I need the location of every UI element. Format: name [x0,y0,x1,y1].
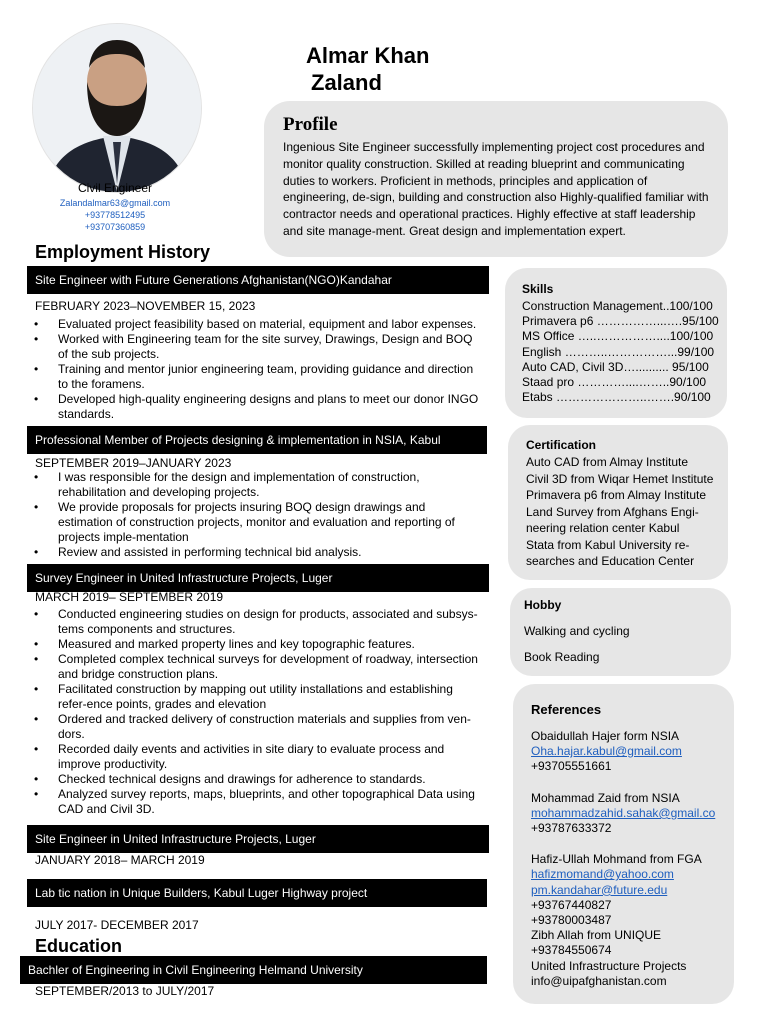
job-5-title-bar [27,879,487,907]
list-item: Book Reading [524,650,600,664]
reference-3-phone-1: +93767440827 [531,897,612,912]
list-item: Land Survey from Afghans Engi- [526,504,699,519]
job-3-title: Survey Engineer in United Infrastructure Projects, Luger [35,571,333,585]
reference-2-email-link[interactable]: mohammadzahid.sahak@gmail.co [531,805,716,820]
phone-1-text: +93778512495 [84,210,146,220]
job-3-bullets [30,607,480,817]
certification-heading: Certification [526,438,597,452]
phone-2-text: +93707360859 [84,222,146,232]
hobby-section [510,588,731,676]
list-item: • Evaluated project feasibility based on material, equipment and labor expenses. [30,317,480,332]
reference-2-phone: +93787633372 [531,821,612,836]
reference-5-name: United Infrastructure Projects [531,958,687,973]
hobby-heading: Hobby [524,598,562,612]
list-item: • Developed high-quality engineering designs and plans to meet our donor INGO standards. [30,392,480,422]
job-4-title: Site Engineer in United Infrastructure Projects, Luger [35,832,316,846]
certification-section [508,425,728,580]
list-item: searches and Education Center [526,554,695,568]
job-title: Civil Engineer [77,181,153,195]
list-item: MS Office …..……………....100/100 [522,329,714,344]
name-line-2: Zaland [311,70,382,95]
reference-3-email-1-link[interactable]: hafizmomand@yahoo.com [531,867,674,882]
list-item: • Completed complex technical surveys for development of roadway, intersection and bridge construction plans. [30,652,480,682]
job-5-title: Lab tic nation in Unique Builders, Kabul Luger Highway project [35,886,368,900]
reference-3-name: Hafiz-Ullah Mohmand from FGA [531,852,702,867]
profile-text: Ingenious Site Engineer successfully implementing project cost procedures and monitor quality construction. Skilled at reading blueprint and communicating duties to workers. Proficient in methods, principles and application of engineering, de-sign, building and construction also Highly-qualified familiar with contractor needs and operational practices. Highly effective at staff leadership and site manage-ment. Great design and implementation expert. [283,140,709,238]
list-item: Civil 3D from Wiqar Hemet Institute [526,471,714,486]
reference-1-phone: +93705551661 [531,759,612,774]
profile-section [264,101,728,257]
list-item: • Measured and marked property lines and key topographic features. [30,637,480,652]
certification-list [526,454,726,570]
reference-5-email: info@uipafghanistan.com [531,973,667,988]
list-item: Construction Management..100/100 [522,299,713,313]
reference-1-email-link[interactable]: Oha.hajar.kabul@gmail.com [531,744,682,759]
list-item: English ………..……………...99/100 [522,344,715,359]
list-item: Walking and cycling [524,624,630,638]
job-4-title-bar [27,825,489,853]
education-title: Bachler of Engineering in Civil Engineering Helmand University [28,963,363,977]
list-item: Primavera p6 from Almay Institute [526,488,707,502]
job-1-dates: FEBRUARY 2023–NOVEMBER 15, 2023 [35,299,256,313]
list-item: • Analyzed survey reports, maps, blueprints, and other topographical Data using CAD and Civil 3D. [30,787,480,817]
list-item: • Training and mentor junior engineering team, providing guidance and direction to the foramens. [30,362,480,392]
list-item: • I was responsible for the design and implementation of construction, rehabilitation and developing projects. [30,470,480,500]
email-text[interactable]: Zalandalmar63@gmail.com [59,198,171,208]
job-4-dates: JANUARY 2018– MARCH 2019 [35,853,205,867]
list-item: • We provide proposals for projects insuring BOQ design drawings and estimation of construction projects, monitor and evaluation and reporting of projects imple-mentation [30,500,480,545]
list-item: • Checked technical designs and drawings for adherence to standards. [30,772,480,787]
reference-4-phone: +93784550674 [531,943,612,958]
job-2-bullets [30,470,480,560]
skills-section [505,268,727,418]
education-dates: SEPTEMBER/2013 to JULY/2017 [35,984,215,998]
list-item: • Review and assisted in performing technical bid analysis. [30,545,480,560]
job-5-dates: JULY 2017- DECEMBER 2017 [35,918,199,932]
name-line-1: Almar Khan [306,43,430,68]
list-item: • Recorded daily events and activities in site diary to evaluate process and improve productivity. [30,742,480,772]
job-2-title-bar [27,426,487,454]
list-item: Auto CAD, Civil 3D….......... 95/100 [522,359,709,374]
education-title-bar [20,956,487,984]
list-item: Stata from Kabul University re- [526,537,690,552]
reference-4-name: Zibh Allah from UNIQUE [531,928,662,943]
spacer [531,836,731,852]
profile-heading: Profile [283,114,338,135]
education-heading: Education [35,936,123,956]
job-1-bullets [30,317,480,422]
list-item: Staad pro …………....……..90/100 [522,375,707,390]
job-2-dates: SEPTEMBER 2019–JANUARY 2023 [35,456,232,470]
reference-3-email-2-link[interactable]: pm.kandahar@future.edu [531,882,668,897]
reference-2-name: Mohammad Zaid from NSIA [531,790,680,805]
list-item: Auto CAD from Almay Institute [526,455,689,469]
list-item: • Ordered and tracked delivery of construction materials and supplies from ven-dors. [30,712,480,742]
reference-1-name: Obaidullah Hajer form NSIA [531,729,680,743]
employment-heading: Employment History [35,242,211,262]
list-item: Etabs …………………..…….90/100 [522,390,711,405]
job-1-title-bar [27,266,489,294]
list-item: • Facilitated construction by mapping out utility installations and establishing refer-ence points, grades and elevation [30,682,480,712]
skills-heading: Skills [522,282,554,296]
skills-list [522,299,722,405]
references-heading: References [531,702,602,717]
person-avatar-icon [33,24,201,192]
job-2-title: Professional Member of Projects designing & implementation in NSIA, Kabul [35,433,441,447]
references-section [513,684,734,1004]
references-list [531,729,731,989]
job-3-title-bar [27,564,489,592]
job-1-title: Site Engineer with Future Generations Afghanistan(NGO)Kandahar [35,273,392,287]
list-item: • Conducted engineering studies on design for products, associated and subsys-tems components and structures. [30,607,480,637]
reference-3-phone-2: +93780003487 [531,913,612,928]
list-item: neering relation center Kabul [526,521,680,535]
profile-photo [32,23,202,193]
job-3-dates: MARCH 2019– SEPTEMBER 2019 [35,590,224,604]
list-item: • Worked with Engineering team for the site survey, Drawings, Design and BOQ of the sub projects. [30,332,480,362]
candidate-name [306,42,429,96]
list-item: Primavera p6 ……………...….95/100 [522,314,719,329]
spacer [531,775,731,791]
